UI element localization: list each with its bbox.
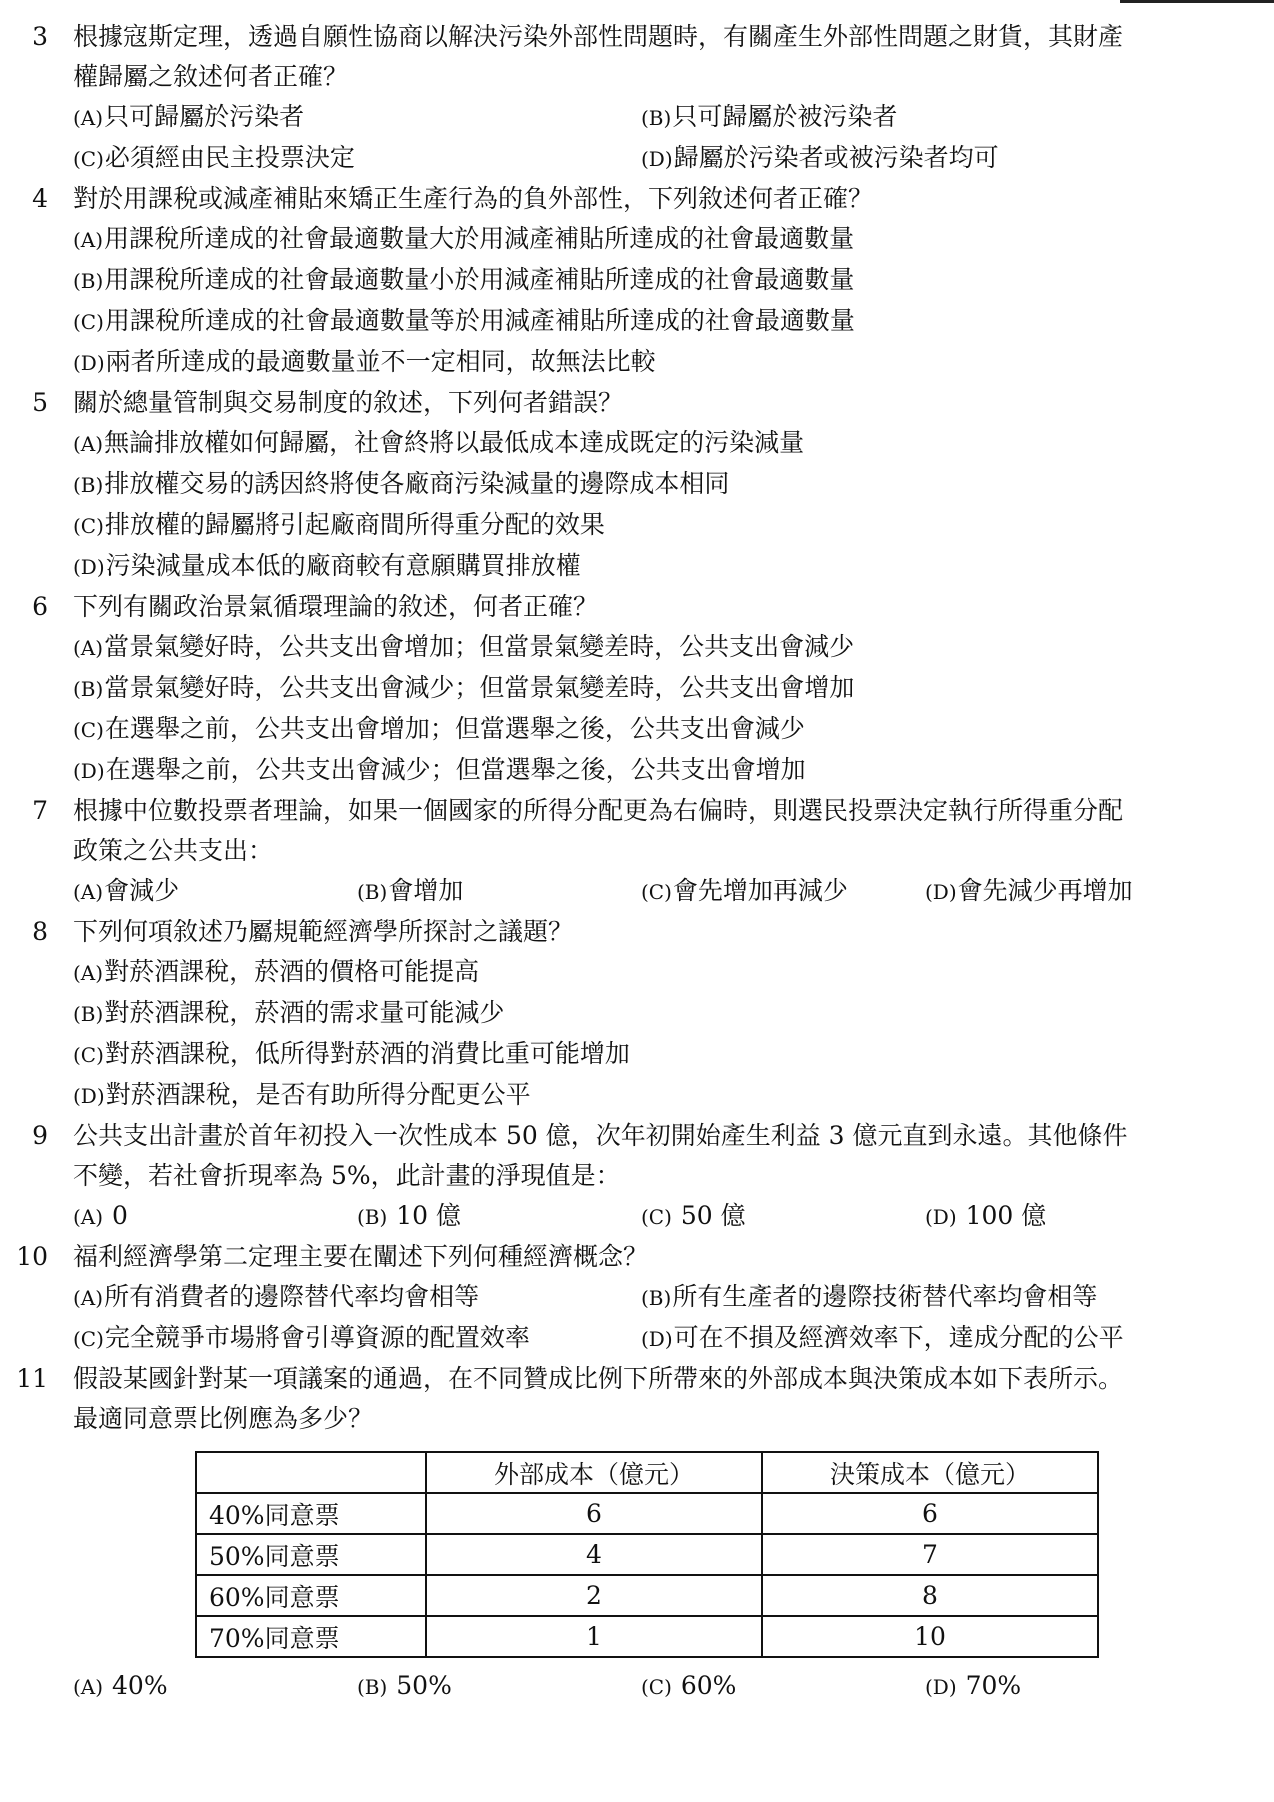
table-cell: 8 <box>762 1575 1098 1616</box>
option-row <box>73 952 1264 993</box>
option-text: 70% <box>957 1671 1022 1700</box>
question-stem-line: 下列有關政治景氣循環理論的敘述，何者正確？ <box>73 592 599 621</box>
option-text: 完全競爭市場將會引導資源的配置效率 <box>104 1323 530 1352</box>
option-a <box>73 627 854 668</box>
question-stem-line: 政策之公共支出： <box>73 836 274 865</box>
option-text: 當景氣變好時，公共支出會增加；但當景氣變差時，公共支出會減少 <box>104 632 855 661</box>
option-label: (D) <box>925 880 957 904</box>
option-text: 對菸酒課稅，菸酒的需求量可能減少 <box>104 998 505 1027</box>
option-row <box>73 993 1264 1034</box>
table-row <box>196 1575 1098 1616</box>
option-a <box>73 423 804 464</box>
table-row <box>196 1534 1098 1575</box>
option-row <box>73 138 1264 179</box>
option-b <box>641 1277 1209 1318</box>
option-text: 排放權交易的誘因終將使各廠商污染減量的邊際成本相同 <box>104 469 730 498</box>
option-b <box>641 97 1209 138</box>
option-a <box>73 1277 641 1318</box>
question-stem-line: 最適同意票比例應為多少？ <box>73 1404 374 1433</box>
option-row <box>73 1666 1264 1707</box>
option-label: (B) <box>73 473 104 497</box>
table-cell: 7 <box>762 1534 1098 1575</box>
option-b <box>73 260 854 301</box>
option-label: (D) <box>925 1205 957 1229</box>
table-header-cell <box>196 1452 426 1493</box>
option-row <box>73 97 1264 138</box>
option-label: (C) <box>73 1327 104 1351</box>
option-label: (A) <box>73 636 104 660</box>
option-a <box>73 97 641 138</box>
question-5 <box>0 383 1274 587</box>
question-number: 6 <box>32 592 48 621</box>
option-label: (D) <box>73 1084 105 1108</box>
table-cell: 4 <box>426 1534 762 1575</box>
option-text: 所有消費者的邊際替代率均會相等 <box>104 1282 480 1311</box>
question-stem-line: 對於用課稅或減產補貼來矯正生產行為的負外部性，下列敘述何者正確？ <box>73 184 874 213</box>
table-row <box>196 1493 1098 1534</box>
question-11 <box>0 1359 1274 1707</box>
option-b <box>357 871 641 912</box>
option-row <box>73 1034 1264 1075</box>
option-label: (C) <box>73 1043 104 1067</box>
table-header-cell: 外部成本（億元） <box>426 1452 762 1493</box>
option-text: 兩者所達成的最適數量並不一定相同，故無法比較 <box>105 347 656 376</box>
question-stem-line: 下列何項敘述乃屬規範經濟學所探討之議題？ <box>73 917 574 946</box>
option-d <box>641 138 1209 179</box>
option-text: 必須經由民主投票決定 <box>104 143 355 172</box>
question-stem-line: 根據中位數投票者理論，如果一個國家的所得分配更為右偏時，則選民投票決定執行所得重分配 <box>73 796 1124 825</box>
option-text: 會先增加再減少 <box>672 876 848 905</box>
option-row <box>73 1196 1264 1237</box>
exam-page <box>0 17 1274 1707</box>
option-text: 只可歸屬於被污染者 <box>672 102 898 131</box>
question-stem-line: 福利經濟學第二定理主要在闡述下列何種經濟概念？ <box>73 1242 649 1271</box>
question-number: 5 <box>32 388 48 417</box>
question-8 <box>0 912 1274 1116</box>
option-a <box>73 1196 357 1237</box>
question-stem-line: 不變，若社會折現率為 5%，此計畫的淨現值是： <box>73 1161 621 1190</box>
option-d <box>641 1318 1209 1359</box>
question-number: 4 <box>32 184 48 213</box>
option-c <box>73 505 605 546</box>
option-row <box>73 505 1264 546</box>
table-cell: 50%同意票 <box>196 1534 426 1575</box>
option-d <box>73 546 581 587</box>
option-label: (D) <box>73 555 105 579</box>
option-row <box>73 871 1264 912</box>
option-b <box>73 464 729 505</box>
question-6 <box>0 587 1274 791</box>
option-c <box>641 1196 925 1237</box>
option-c <box>73 301 855 342</box>
option-c <box>641 871 925 912</box>
option-d <box>925 1196 1209 1237</box>
option-label: (C) <box>641 1675 672 1699</box>
option-text: 60% <box>672 1671 737 1700</box>
option-row <box>73 709 1264 750</box>
option-a <box>73 1666 357 1707</box>
option-row <box>73 627 1264 668</box>
option-text: 在選舉之前，公共支出會增加；但當選舉之後，公共支出會減少 <box>104 714 805 743</box>
question-number: 9 <box>32 1121 48 1150</box>
option-text: 50% <box>388 1671 452 1700</box>
question-stem-line: 假設某國針對某一項議案的通過，在不同贊成比例下所帶來的外部成本與決策成本如下表所示。 <box>73 1364 1124 1393</box>
option-label: (B) <box>357 1205 388 1229</box>
option-label: (C) <box>73 310 104 334</box>
option-label: (C) <box>73 147 104 171</box>
table-cell: 1 <box>426 1616 762 1657</box>
option-text: 10 億 <box>388 1201 462 1230</box>
option-text: 會減少 <box>104 876 180 905</box>
question-7 <box>0 791 1274 912</box>
option-row <box>73 1277 1264 1318</box>
option-c <box>73 1318 641 1359</box>
option-c <box>73 138 641 179</box>
option-text: 會增加 <box>388 876 464 905</box>
question-9 <box>0 1116 1274 1237</box>
option-d <box>925 871 1209 912</box>
option-text: 當景氣變好時，公共支出會減少；但當景氣變差時，公共支出會增加 <box>104 673 855 702</box>
option-label: (C) <box>641 1205 672 1229</box>
option-c <box>641 1666 925 1707</box>
table-header-row <box>196 1452 1098 1493</box>
option-c <box>73 709 805 750</box>
option-text: 所有生產者的邊際技術替代率均會相等 <box>672 1282 1098 1311</box>
option-row <box>73 668 1264 709</box>
option-text: 用課稅所達成的社會最適數量大於用減產補貼所達成的社會最適數量 <box>104 224 855 253</box>
option-label: (B) <box>73 269 104 293</box>
option-label: (C) <box>641 880 672 904</box>
option-b <box>357 1666 641 1707</box>
option-text: 污染減量成本低的廠商較有意願購買排放權 <box>105 551 581 580</box>
option-label: (A) <box>73 961 104 985</box>
question-number: 11 <box>16 1364 48 1393</box>
option-label: (B) <box>641 1286 672 1310</box>
option-text: 用課稅所達成的社會最適數量等於用減產補貼所達成的社會最適數量 <box>104 306 855 335</box>
option-row <box>73 342 1264 383</box>
option-row <box>73 301 1264 342</box>
question-stem-line: 公共支出計畫於首年初投入一次性成本 50 億，次年初開始產生利益 3 億元直到永遠。其他條件 <box>73 1121 1128 1150</box>
option-label: (A) <box>73 1286 104 1310</box>
option-label: (A) <box>73 1205 104 1229</box>
option-text: 無論排放權如何歸屬，社會終將以最低成本達成既定的污染減量 <box>104 428 805 457</box>
table-cell: 6 <box>426 1493 762 1534</box>
option-a <box>73 871 357 912</box>
table-header-cell: 決策成本（億元） <box>762 1452 1098 1493</box>
option-text: 歸屬於污染者或被污染者均可 <box>673 143 999 172</box>
table-cell: 40%同意票 <box>196 1493 426 1534</box>
option-text: 用課稅所達成的社會最適數量小於用減產補貼所達成的社會最適數量 <box>104 265 855 294</box>
option-row <box>73 546 1264 587</box>
question-number: 10 <box>16 1242 48 1271</box>
option-label: (D) <box>73 759 105 783</box>
option-label: (B) <box>73 677 104 701</box>
question-number: 3 <box>32 22 48 51</box>
option-row <box>73 1318 1264 1359</box>
option-c <box>73 1034 630 1075</box>
option-text: 排放權的歸屬將引起廠商間所得重分配的效果 <box>104 510 605 539</box>
option-label: (A) <box>73 106 104 130</box>
question-stem-line: 關於總量管制與交易制度的敘述，下列何者錯誤？ <box>73 388 624 417</box>
table-cell: 60%同意票 <box>196 1575 426 1616</box>
option-label: (B) <box>73 1002 104 1026</box>
option-label: (D) <box>641 147 673 171</box>
option-row <box>73 260 1264 301</box>
option-row <box>73 219 1264 260</box>
option-text: 0 <box>104 1201 128 1230</box>
option-text: 可在不損及經濟效率下，達成分配的公平 <box>673 1323 1124 1352</box>
option-text: 40% <box>104 1671 168 1700</box>
option-label: (D) <box>73 351 105 375</box>
option-row <box>73 423 1264 464</box>
option-text: 50 億 <box>672 1201 746 1230</box>
option-d <box>73 342 656 383</box>
table-cell: 6 <box>762 1493 1098 1534</box>
option-row <box>73 750 1264 791</box>
option-row <box>73 1075 1264 1116</box>
question-stem-line: 根據寇斯定理，透過自願性協商以解決污染外部性問題時，有關產生外部性問題之財貨，其財產 <box>73 22 1124 51</box>
option-label: (A) <box>73 1675 104 1699</box>
table-cell: 70%同意票 <box>196 1616 426 1657</box>
cost-table <box>195 1451 1099 1658</box>
option-label: (C) <box>73 514 104 538</box>
table-cell: 10 <box>762 1616 1098 1657</box>
option-b <box>73 993 504 1034</box>
top-rule <box>1120 0 1274 3</box>
option-a <box>73 952 479 993</box>
option-label: (D) <box>641 1327 673 1351</box>
option-d <box>925 1666 1209 1707</box>
option-b <box>357 1196 641 1237</box>
table-row <box>196 1616 1098 1657</box>
option-text: 會先減少再增加 <box>957 876 1133 905</box>
option-text: 100 億 <box>957 1201 1047 1230</box>
option-label: (C) <box>73 718 104 742</box>
option-d <box>73 1075 531 1116</box>
option-b <box>73 668 854 709</box>
option-label: (A) <box>73 880 104 904</box>
option-text: 在選舉之前，公共支出會減少；但當選舉之後，公共支出會增加 <box>105 755 806 784</box>
option-label: (B) <box>357 1675 388 1699</box>
option-text: 對菸酒課稅，是否有助所得分配更公平 <box>105 1080 531 1109</box>
question-4 <box>0 179 1274 383</box>
question-number: 7 <box>32 796 48 825</box>
option-text: 對菸酒課稅，菸酒的價格可能提高 <box>104 957 480 986</box>
table-cell: 2 <box>426 1575 762 1616</box>
option-text: 對菸酒課稅，低所得對菸酒的消費比重可能增加 <box>104 1039 630 1068</box>
option-a <box>73 219 854 260</box>
question-number: 8 <box>32 917 48 946</box>
option-label: (A) <box>73 432 104 456</box>
option-label: (D) <box>925 1675 957 1699</box>
question-stem-line: 權歸屬之敘述何者正確？ <box>73 62 349 91</box>
option-d <box>73 750 806 791</box>
option-label: (B) <box>641 106 672 130</box>
option-text: 只可歸屬於污染者 <box>104 102 305 131</box>
option-row <box>73 464 1264 505</box>
question-10 <box>0 1237 1274 1359</box>
option-label: (B) <box>357 880 388 904</box>
question-3 <box>0 17 1274 179</box>
option-label: (A) <box>73 228 104 252</box>
